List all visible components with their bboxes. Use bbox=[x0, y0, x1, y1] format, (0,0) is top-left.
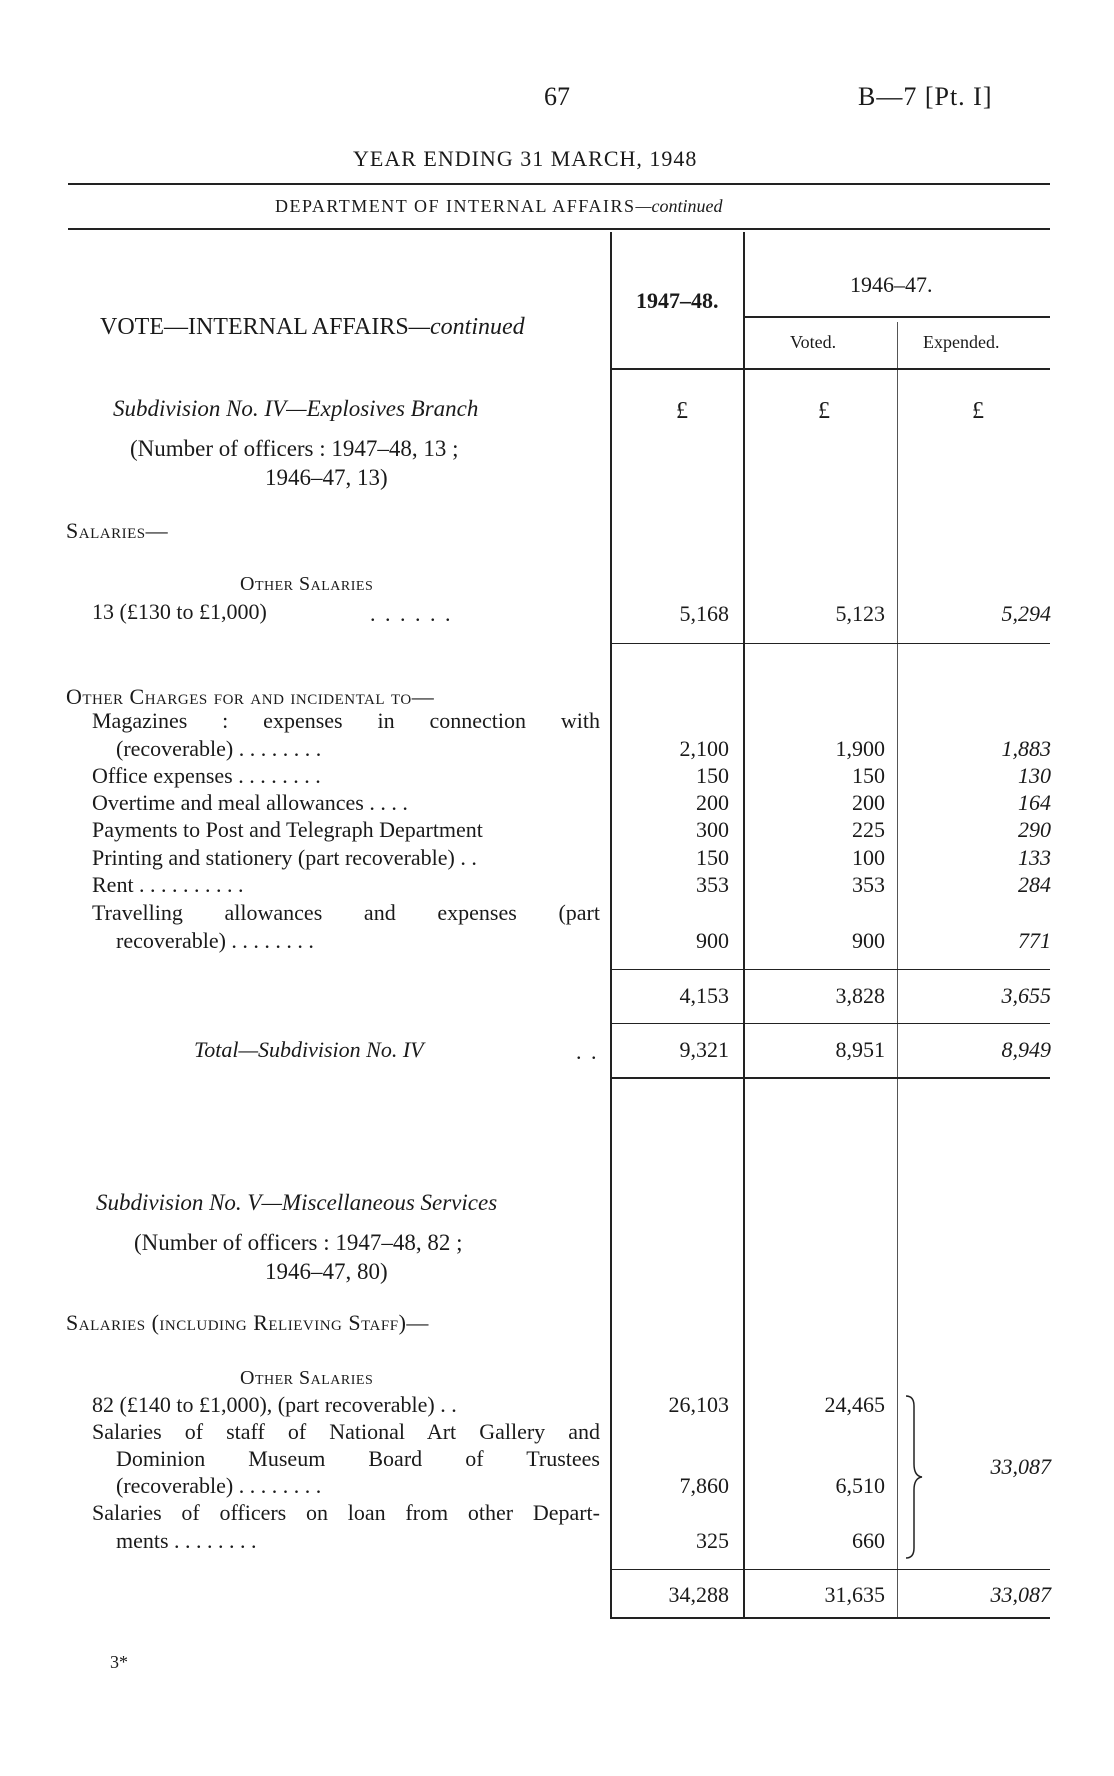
misc-salary-82-voted: 24,465 bbox=[824, 1392, 885, 1417]
charge-post-telegraph-1947-48: 300 bbox=[696, 817, 729, 842]
subdivision-v-officers-line1: (Number of officers : 1947–48, 82 ; bbox=[134, 1230, 463, 1255]
subdivision-iv-total-voted: 8,951 bbox=[835, 1037, 885, 1062]
rule-charges-top bbox=[612, 969, 1050, 970]
col-rule-middle bbox=[743, 232, 745, 1618]
rule-top bbox=[68, 183, 1050, 185]
subdivision-iv-officers-line1: (Number of officers : 1947–48, 13 ; bbox=[130, 436, 459, 461]
subdivision-v-salaries-heading: Salaries (including Relieving Staff)— bbox=[66, 1310, 429, 1335]
charge-travelling-voted: 900 bbox=[852, 928, 885, 953]
misc-officers-on-loan-voted: 660 bbox=[852, 1528, 885, 1553]
charge-rent-label: Rent . . . . . . . . . . bbox=[92, 872, 244, 897]
charge-printing-expended: 133 bbox=[1018, 845, 1051, 870]
charge-overtime-voted: 200 bbox=[852, 790, 885, 815]
charges-total-expended: 3,655 bbox=[1001, 983, 1051, 1008]
column-header-1947-48: 1947–48. bbox=[636, 288, 719, 313]
charge-printing-voted: 100 bbox=[852, 845, 885, 870]
misc-art-gallery-voted: 6,510 bbox=[835, 1473, 885, 1498]
vote-title-text: VOTE—INTERNAL AFFAIRS bbox=[100, 314, 409, 340]
department-name: DEPARTMENT OF INTERNAL AFFAIRS bbox=[275, 196, 636, 216]
vote-title bbox=[100, 314, 525, 341]
rule-subdivision-v-top bbox=[612, 1569, 1050, 1570]
subdivision-v-total-1947-48: 34,288 bbox=[668, 1582, 729, 1607]
misc-officers-on-loan-1947-48: 325 bbox=[696, 1528, 729, 1553]
rule-salary-section bbox=[612, 643, 1050, 644]
col-rule-right bbox=[897, 322, 898, 1618]
charge-post-telegraph-expended: 290 bbox=[1018, 817, 1051, 842]
currency-symbol-expended: £ bbox=[972, 398, 984, 424]
subdivision-v-title: Subdivision No. V—Miscellaneous Services bbox=[96, 1190, 498, 1215]
charge-post-telegraph-label: Payments to Post and Telegraph Department bbox=[92, 817, 483, 842]
salary-item-dots: . . . . . . bbox=[370, 601, 453, 626]
subdivision-v-officers-line2: 1946–47, 80) bbox=[265, 1259, 388, 1284]
department-heading bbox=[275, 196, 722, 217]
misc-officers-on-loan-label: ments . . . . . . . . bbox=[116, 1528, 257, 1553]
subdivision-iv-title: Subdivision No. IV—Explosives Branch bbox=[113, 396, 479, 421]
salary-item-voted: 5,123 bbox=[835, 601, 885, 626]
rule-under-header bbox=[612, 368, 1050, 370]
charge-rent-expended: 284 bbox=[1018, 872, 1051, 897]
rule-subdivision-iv-total bbox=[612, 1077, 1050, 1079]
subdivision-iv-salaries-heading: Salaries— bbox=[66, 518, 169, 543]
signature-mark: 3* bbox=[110, 1652, 128, 1672]
misc-salary-82-label: 82 (£140 to £1,000), (part recoverable) . . bbox=[92, 1392, 457, 1417]
other-charges-heading: Other Charges for and incidental to— bbox=[66, 684, 435, 709]
vote-title-suffix: —continued bbox=[408, 314, 525, 340]
misc-art-gallery-line1: Salaries of staff of National Art Gallery and bbox=[92, 1419, 600, 1444]
misc-officers-on-loan-line1: Salaries of officers on loan from other Depart- bbox=[92, 1500, 600, 1525]
column-header-expended: Expended. bbox=[923, 332, 1000, 352]
charges-total-voted: 3,828 bbox=[835, 983, 885, 1008]
charge-magazines-expended: 1,883 bbox=[1001, 736, 1051, 761]
charge-travelling-1947-48: 900 bbox=[696, 928, 729, 953]
subdivision-iv-total-dots: . . bbox=[576, 1039, 599, 1064]
page-number: 67 bbox=[544, 82, 570, 111]
year-heading: YEAR ENDING 31 MARCH, 1948 bbox=[353, 146, 698, 171]
curly-brace bbox=[904, 1394, 926, 1560]
misc-art-gallery-line2: Dominion Museum Board of Trustees bbox=[116, 1446, 600, 1471]
charges-total-1947-48: 4,153 bbox=[679, 983, 729, 1008]
charge-rent-1947-48: 353 bbox=[696, 872, 729, 897]
misc-art-gallery-1947-48: 7,860 bbox=[679, 1473, 729, 1498]
salary-item-label: 13 (£130 to £1,000) bbox=[92, 599, 267, 624]
charge-magazines-voted: 1,900 bbox=[835, 736, 885, 761]
charge-travelling-expended: 771 bbox=[1018, 928, 1051, 953]
charge-overtime-label: Overtime and meal allowances . . . . bbox=[92, 790, 408, 815]
col-rule-left bbox=[610, 232, 612, 1618]
charge-magazines-line1: Magazines : expenses in connection with bbox=[92, 708, 600, 733]
document-reference: B—7 [Pt. I] bbox=[858, 82, 993, 111]
charge-overtime-expended: 164 bbox=[1018, 790, 1051, 815]
charge-printing-1947-48: 150 bbox=[696, 845, 729, 870]
currency-symbol-1947-48: £ bbox=[676, 398, 688, 424]
charge-office-1947-48: 150 bbox=[696, 763, 729, 788]
subdivision-iv-other-salaries: Other Salaries bbox=[240, 573, 374, 595]
charge-travelling-label: recoverable) . . . . . . . . bbox=[116, 928, 314, 953]
subdivision-v-other-salaries: Other Salaries bbox=[240, 1367, 374, 1389]
subdivision-v-total-expended: 33,087 bbox=[990, 1582, 1051, 1607]
column-header-1946-47: 1946–47. bbox=[850, 272, 933, 297]
rule-under-1946-47 bbox=[745, 316, 1050, 318]
subdivision-iv-total-1947-48: 9,321 bbox=[679, 1037, 729, 1062]
salary-item-expended: 5,294 bbox=[1001, 601, 1051, 626]
charge-overtime-1947-48: 200 bbox=[696, 790, 729, 815]
rule-below-department bbox=[68, 228, 1050, 230]
charge-rent-voted: 353 bbox=[852, 872, 885, 897]
charge-printing-label: Printing and stationery (part recoverable) . . bbox=[92, 845, 477, 870]
currency-symbol-voted: £ bbox=[818, 398, 830, 424]
subdivision-iv-total-expended: 8,949 bbox=[1001, 1037, 1051, 1062]
rule-subdivision-v-total bbox=[610, 1617, 1050, 1619]
misc-art-gallery-label: (recoverable) . . . . . . . . bbox=[116, 1473, 322, 1498]
subdivision-iv-total-label: Total—Subdivision No. IV bbox=[194, 1037, 424, 1062]
charge-magazines-1947-48: 2,100 bbox=[679, 736, 729, 761]
charge-post-telegraph-voted: 225 bbox=[852, 817, 885, 842]
subdivision-iv-officers-line2: 1946–47, 13) bbox=[265, 465, 388, 490]
misc-salary-82-1947-48: 26,103 bbox=[668, 1392, 729, 1417]
rule-charges-total bbox=[612, 1023, 1050, 1024]
charge-office-voted: 150 bbox=[852, 763, 885, 788]
department-suffix: —continued bbox=[635, 196, 723, 216]
subdivision-v-total-voted: 31,635 bbox=[824, 1582, 885, 1607]
charge-magazines-label: (recoverable) . . . . . . . . bbox=[116, 736, 322, 761]
bracket-expended-value: 33,087 bbox=[990, 1454, 1051, 1479]
charge-office-label: Office expenses . . . . . . . . bbox=[92, 763, 321, 788]
charge-travelling-line1: Travelling allowances and expenses (part bbox=[92, 900, 600, 925]
charge-office-expended: 130 bbox=[1018, 763, 1051, 788]
salary-item-1947-48: 5,168 bbox=[679, 601, 729, 626]
column-header-voted: Voted. bbox=[790, 332, 837, 352]
